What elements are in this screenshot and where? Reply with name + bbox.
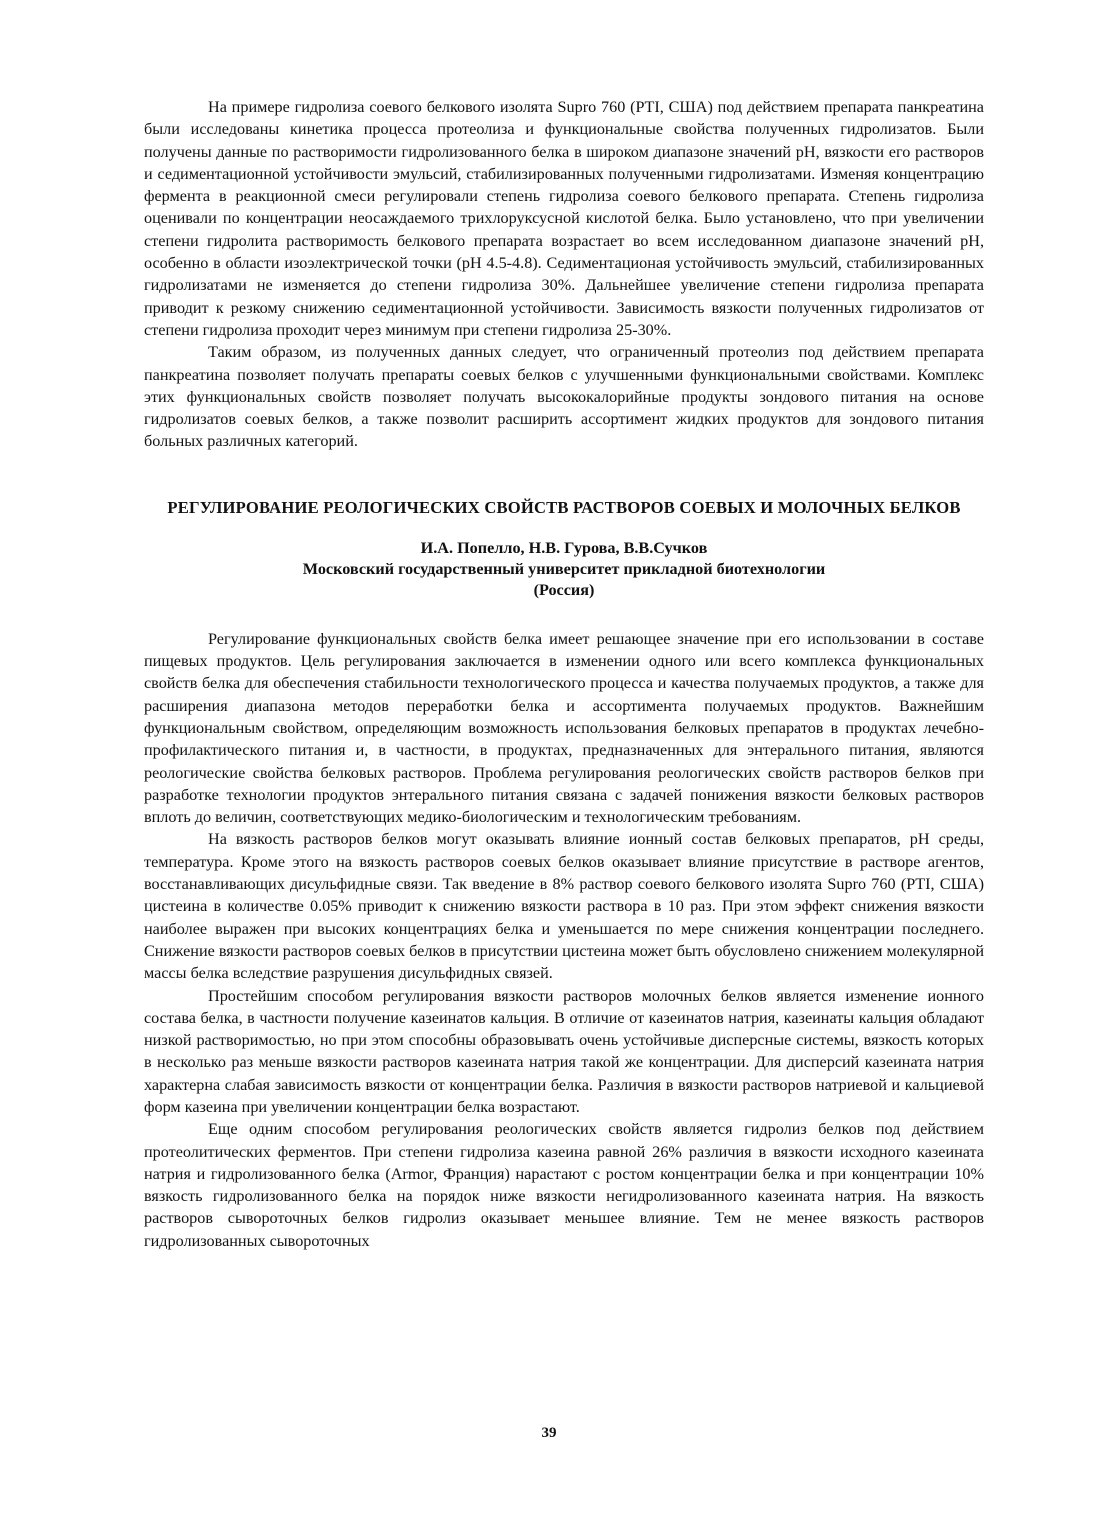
byline	[144, 538, 984, 601]
body-paragraph-1: Регулирование функциональных свойств белка имеет решающее значение при его использовании в составе пищевых продуктов. Цель регулирования заключается в изменении одного или всего комплекса функциональных свойств белка для обеспечения стабильности технологического процесса и качества получаемых продуктов, а также для расширения диапазона методов переработки белка и ассортимента получаемых продуктов. Важнейшим функциональным свойством, определяющим возможность использования белковых препаратов в продуктах лечебно-профилактического питания и, в частности, в продуктах, предназначенных для энтерального питания, являются реологические свойства белковых растворов. Проблема регулирования реологических свойств растворов белков при разработке технологии продуктов энтерального питания связана с задачей понижения вязкости белковых растворов вплоть до величин, соответствующих медико-биологическим и технологическим требованиям.	[144, 629, 984, 827]
section-title: РЕГУЛИРОВАНИЕ РЕОЛОГИЧЕСКИХ СВОЙСТВ РАСТВОРОВ СОЕВЫХ И МОЛОЧНЫХ БЕЛКОВ	[167, 497, 961, 517]
intro-paragraph-1: На примере гидролиза соевого белкового изолята Supro 760 (PTI, США) под действием препарата панкреатина были исследованы кинетика процесса протеолиза и функциональные свойства полученных гидролизатов. Были получены данные по растворимости гидролизованного белка в широком диапазоне значений pH, вязкости его растворов и седиментационной устойчивости эмульсий, стабилизированных полученными гидролизатами. Изменяя концентрацию фермента в реакционной смеси регулировали степень гидролиза соевого белкового препарата. Степень гидролиза оценивали по концентрации неосаждаемого трихлоруксусной кислотой белка. Было установлено, что при увеличении степени гидролита растворимость белкового препарата возрастает во всем исследованном диапазоне значений pH, особенно в области изоэлектрической точки (pH 4.5-4.8). Седиментационая устойчивость эмульсий, стабилизированных гидролизатами не изменяется до степени гидролиза 30%. Дальнейшее увеличение степени гидролиза препарата приводит к резкому снижению седиментационной устойчивости. Зависимость вязкости полученных гидролизатов от степени гидролиза проходит через минимум при степени гидролиза 25-30%.	[144, 98, 984, 339]
page-content	[144, 96, 984, 1252]
authors: И.А. Попелло, Н.В. Гурова, В.В.Сучков	[420, 538, 708, 557]
spacer	[144, 601, 984, 628]
page-number: 39	[541, 1425, 557, 1441]
body-paragraph-4: Еще одним способом регулирования реологических свойств является гидролиз белков под действием протеолитических ферментов. При степени гидролиза казеина равной 26% различия в вязкости исходного казеината натрия и гидролизованного белка (Armor, Франция) нарастают с ростом концентрации белка и при концентрации 10% вязкость гидролизованного белка на порядок ниже вязкости негидролизованного казеината натрия. На вязкость растворов сывороточных белков гидролиз оказывает меньшее влияние. Тем не менее вязкость растворов гидролизованных сывороточных	[144, 1120, 984, 1250]
body-paragraph-3: Простейшим способом регулирования вязкости растворов молочных белков является изменение ионного состава белка, в частности получение казеинатов кальция. В отличие от казеинатов натрия, казеинаты кальция обладают низкой растворимостью, но при этом способны образовывать очень устойчивые дисперсные системы, вязкость которых в несколько раз меньше вязкости растворов казеината натрия такой же концентрации. Для дисперсий казеината натрия характерна слабая зависимость вязкости от концентрации белка. Различия в вязкости растворов натриевой и кальциевой форм казеина при увеличении концентрации белка возрастают.	[144, 986, 984, 1116]
country: (Россия)	[533, 580, 595, 599]
body-paragraph-2: На вязкость растворов белков могут оказывать влияние ионный состав белковых препаратов, pH среды, температура. Кроме этого на вязкость растворов соевых белков оказывает влияние присутствие в растворе агентов, восстанавливающих дисульфидные связи. Так введение в 8% раствор соевого белкового изолята Supro 760 (PTI, США) цистеина в количестве 0.05% приводит к снижению вязкости раствора в 10 раз. При этом эффект снижения вязкости наиболее выражен при высоких концентрациях белка и уменьшается по мере снижения концентрации последнего. Снижение вязкости растворов соевых белков в присутствии цистеина может быть обусловлено снижением молекулярной массы белка вследствие разрушения дисульфидных связей.	[144, 830, 984, 983]
affiliation: Московский государственный университет прикладной биотехнологии	[302, 559, 826, 578]
intro-paragraph-2: Таким образом, из полученных данных следует, что ограниченный протеолиз под действием препарата панкреатина позволяет получать препараты соевых белков с улучшенными функциональными свойствами. Комплекс этих функциональных свойств позволяет получать высококалорийные продукты зондового питания на основе гидролизатов соевых белков, а также позволит расширить ассортимент жидких продуктов для зондового питания больных различных категорий.	[144, 343, 984, 451]
